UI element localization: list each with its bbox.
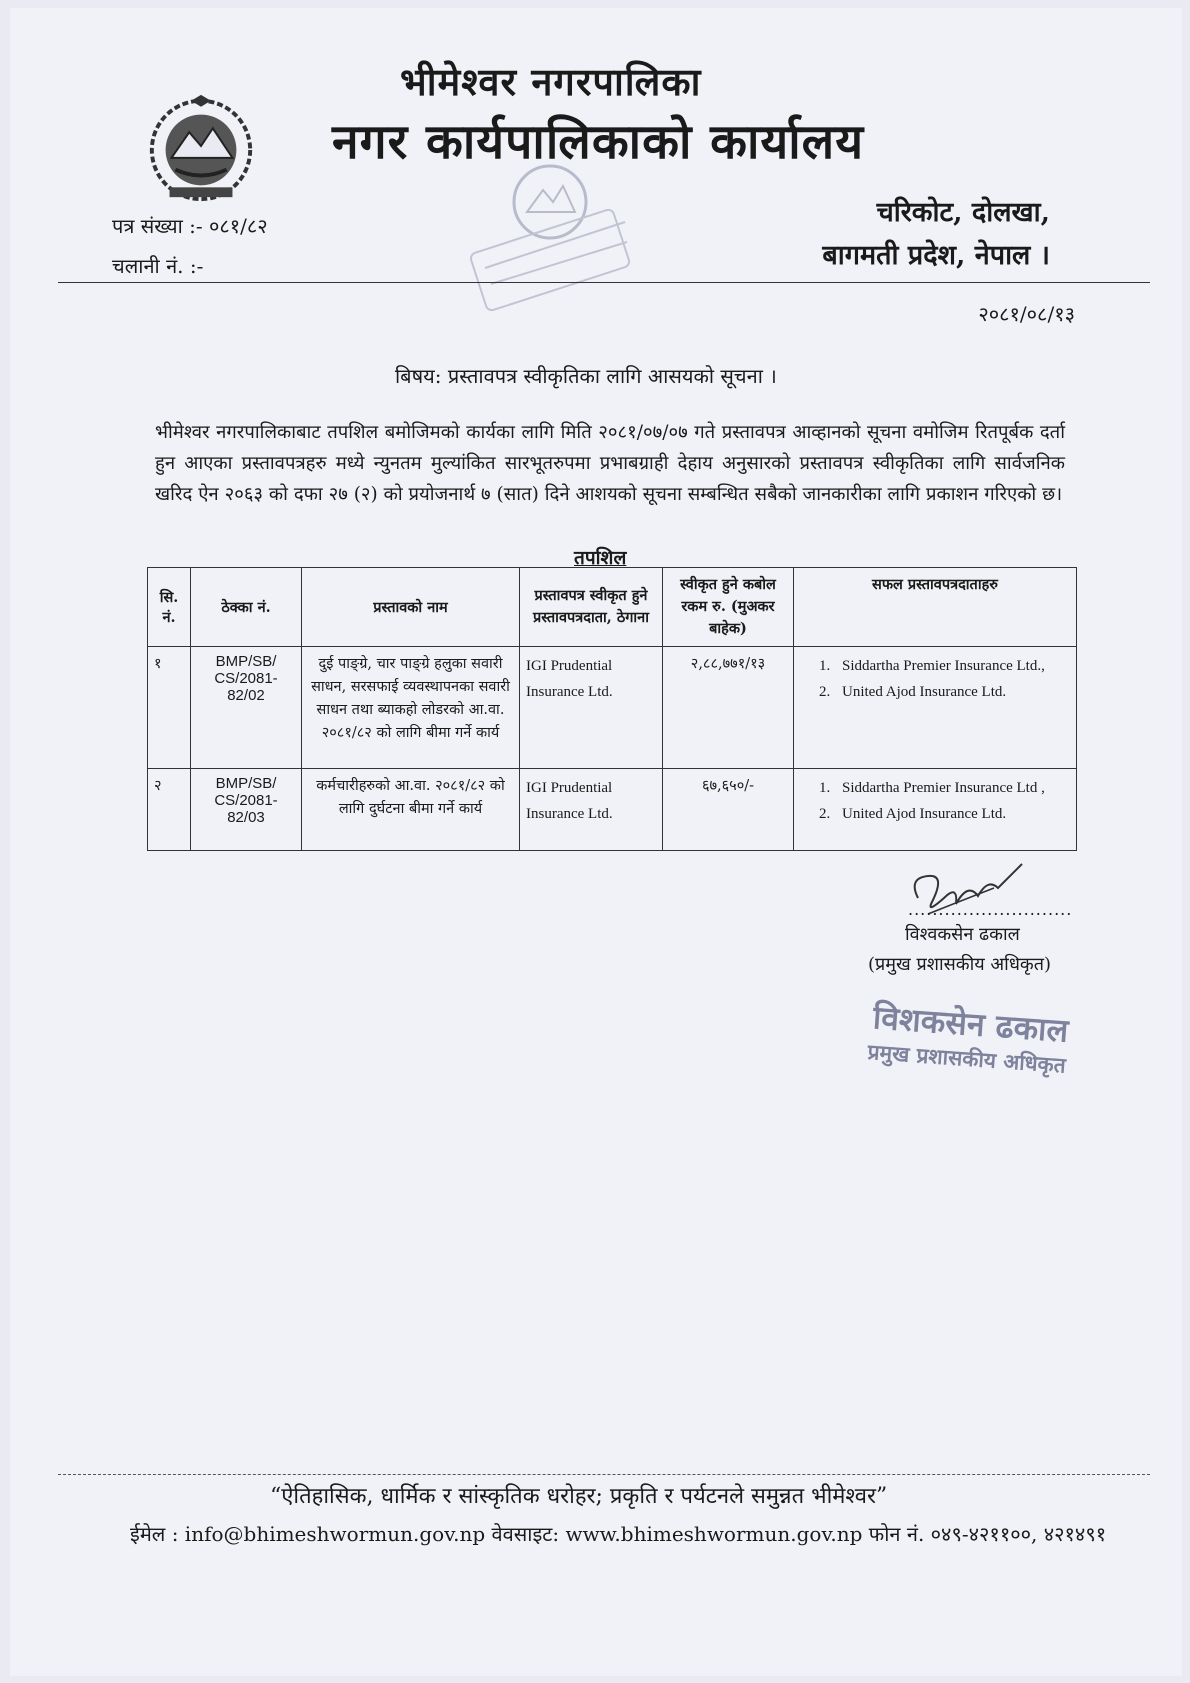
table-row: [148, 769, 1077, 851]
office-name: नगर कार्यपालिकाको कार्यालय: [332, 114, 865, 170]
header-proposal: प्रस्तावको नाम: [302, 568, 520, 647]
signatory-title: (प्रमुख प्रशासकीय अधिकृत): [868, 954, 1052, 975]
header-amount: स्वीकृत हुने कबोल रकम रु. (मुअकर बाहेक): [663, 568, 794, 647]
cell-sn: २: [148, 769, 191, 851]
header-bidder: प्रस्तावपत्र स्वीकृत हुने प्रस्तावपत्रदाता, ठेगाना: [520, 568, 663, 647]
address-line-2: बागमती प्रदेश, नेपाल ।: [822, 240, 1050, 271]
footer-divider: [58, 1474, 1150, 1475]
cell-amount: २,८८,७७१/१३: [663, 647, 794, 769]
nepal-emblem-icon: [142, 92, 260, 204]
footer-contact: ईमेल : info@bhimeshwormun.gov.np वेवसाइट: www.bhimeshwormun.gov.np फोन नं. ०४९-४२११००, ४२१४९१: [130, 1522, 1107, 1546]
successful-bidders-list: [800, 775, 1070, 827]
cell-successful: [794, 769, 1077, 851]
footer-slogan: “ऐतिहासिक, धार्मिक र सांस्कृतिक धरोहर; प्रकृति र पर्यटनले समुन्नत भीमेश्वर”: [270, 1484, 888, 1509]
dispatch-number: चलानी नं. :-: [112, 254, 204, 278]
table-title: तपशिल: [574, 547, 627, 569]
award-table: [147, 567, 1077, 851]
cell-contract: BMP/SB/ CS/2081- 82/03: [191, 769, 302, 851]
list-item: 2. United Ajod Insurance Ltd.: [834, 679, 1070, 705]
header-divider: [58, 282, 1150, 283]
office-stamp-icon: [465, 150, 655, 320]
cell-amount: ६७,६५०/-: [663, 769, 794, 851]
name-stamp: [866, 995, 1070, 1079]
body-paragraph: भीमेश्वर नगरपालिकाबाट तपशिल बमोजिमको कार्यका लागि मिति २०८१/०७/०७ गते प्रस्तावपत्र आव्हानको सूचना वमोजिम रितपूर्बक दर्ता हुन आएका प्रस्तावपत्रहरु मध्ये न्युनतम मुल्यांकित सारभूतरुपमा प्रभाबग्राही देहाय अनुसारको प्रस्तावपत्र स्वीकृतिका लागि सार्वजनिक खरिद ऐन २०६३ को दफा २७ (२) को प्रयोजनार्थ ७ (सात) दिने आशयको सूचना सम्बन्धित सबैको जानकारीका लागि प्रकाशन गरिएको छ।: [155, 422, 1065, 505]
list-item: 1. Siddartha Premier Insurance Ltd ,: [834, 775, 1070, 801]
header-contract: ठेक्का नं.: [191, 568, 302, 647]
successful-bidders-list: [800, 653, 1070, 705]
list-item: 2. United Ajod Insurance Ltd.: [834, 801, 1070, 827]
stamp-title: प्रमुख प्रशासकीय अधिकृत: [866, 1038, 1067, 1078]
letter-number: पत्र संख्या :- ०८१/८२: [112, 214, 268, 238]
header-sn: सि. नं.: [148, 568, 191, 647]
cell-proposal: दुई पाङ्ग्रे, चार पाङ्ग्रे हलुका सवारी साधन, सरसफाई व्यवस्थापनका सवारी साधन तथा ब्याकहो लोडरको आ.वा. २०८१/८२ को लागि बीमा गर्ने कार्य: [302, 647, 520, 769]
letter-date: २०८१/०८/१३: [978, 302, 1075, 326]
cell-contract: BMP/SB/ CS/2081- 82/02: [191, 647, 302, 769]
cell-bidder: IGI Prudential Insurance Ltd.: [520, 647, 663, 769]
cell-sn: १: [148, 647, 191, 769]
signatory-name: विश्वकसेन ढकाल: [905, 924, 1020, 945]
table-row: [148, 647, 1077, 769]
address-line-1: चरिकोट, दोलखा,: [876, 197, 1050, 228]
cell-bidder: IGI Prudential Insurance Ltd.: [520, 769, 663, 851]
subject-line: बिषय: प्रस्तावपत्र स्वीकृतिका लागि आसयको सूचना ।: [395, 364, 777, 388]
cell-proposal: कर्मचारीहरुको आ.वा. २०८१/८२ को लागि दुर्घटना बीमा गर्ने कार्य: [302, 769, 520, 851]
header-successful: सफल प्रस्तावपत्रदाताहरु: [794, 568, 1077, 647]
stamp-name: विशकसेन ढकाल: [871, 998, 1070, 1050]
table-header-row: [148, 568, 1077, 647]
municipality-name: भीमेश्वर नगरपालिका: [400, 59, 702, 104]
list-item: 1. Siddartha Premier Insurance Ltd.,: [834, 653, 1070, 679]
signature-line: ...........................: [908, 900, 1073, 919]
cell-successful: [794, 647, 1077, 769]
